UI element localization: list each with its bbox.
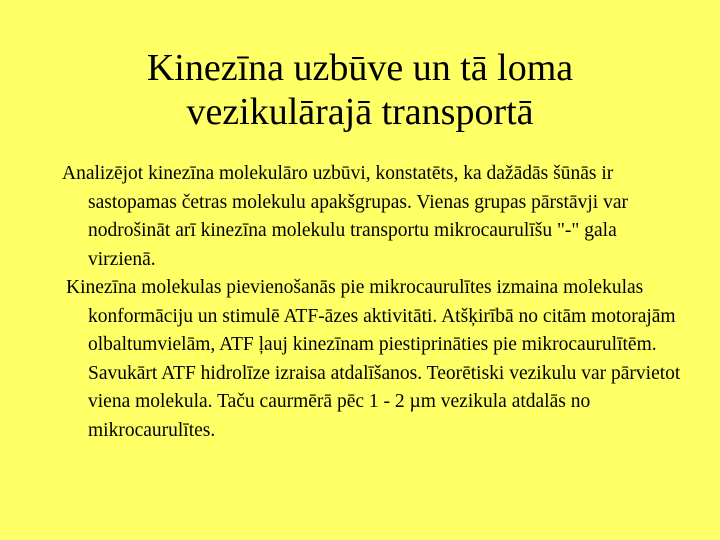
- slide-body: [62, 160, 682, 445]
- paragraph-microtubule-binding: Kinezīna molekulas pievienošanās pie mikrocaurulītes izmaina molekulas konformāciju un stimulē ATF-āzes aktivitāti. Atšķirībā no citām motorajām olbaltumvielām, ATF ļauj kinezīnam piestiprināties pie mikrocaurulītēm. Savukārt ATF hidrolīze izraisa atdalīšanos. Teorētiski vezikulu var pārvietot viena molekula. Taču caurmērā pēc 1 - 2 µm vezikula atdalās no mikrocaurulītes.: [66, 277, 681, 441]
- slide-title: [60, 46, 660, 134]
- title-line-1: Kinezīna uzbūve un tā loma: [146, 47, 574, 89]
- paragraph-molecular-structure: Analizējot kinezīna molekulāro uzbūvi, konstatēts, ka dažādās šūnās ir sastopamas četras molekulu apakšgrupas. Vienas grupas pārstāvji var nodrošināt arī kinezīna molekulu transportu mikrocaurulīšu "-" gala virzienā.: [62, 163, 628, 270]
- title-line-2: vezikulārajā transportā: [186, 91, 534, 133]
